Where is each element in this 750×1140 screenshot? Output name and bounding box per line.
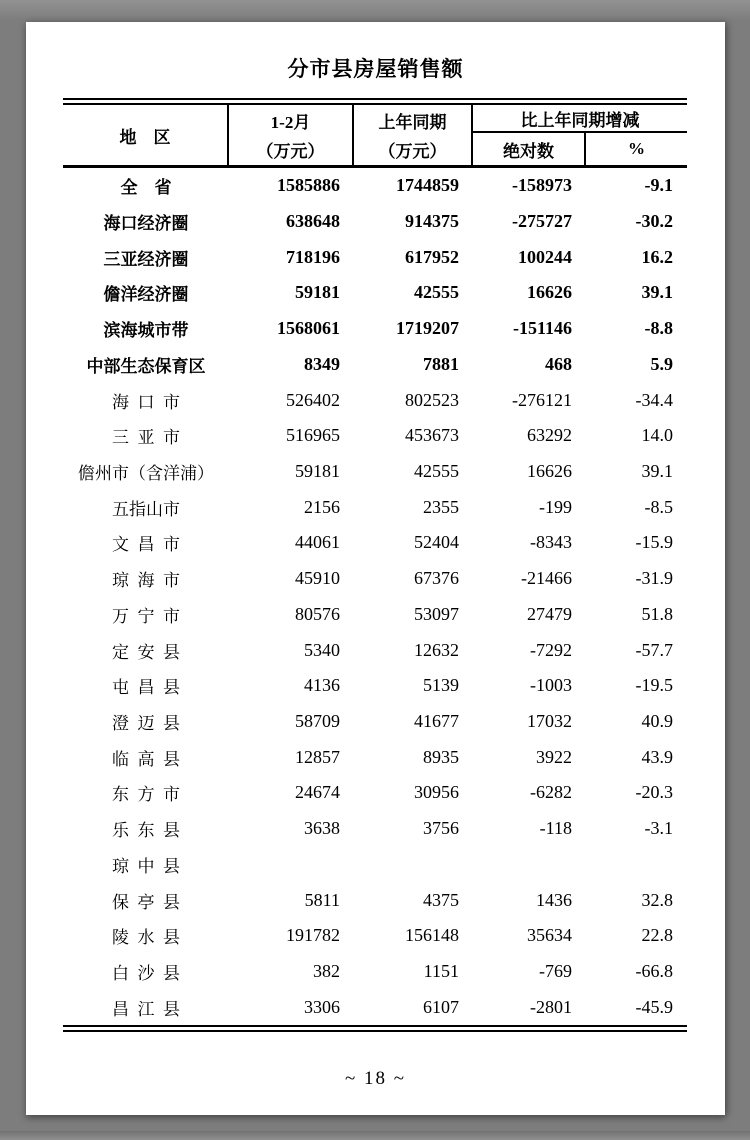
value-current-period: 3306	[304, 996, 340, 1017]
value-current-period: 5811	[304, 889, 340, 910]
table-row	[63, 846, 687, 882]
value-pct-change: -66.8	[635, 960, 673, 981]
value-current-period: 59181	[295, 461, 340, 481]
region-label: 保亭县	[112, 892, 189, 912]
table-body	[63, 168, 687, 1025]
header-current-period	[229, 105, 354, 165]
value-current-period: 1568061	[277, 318, 340, 339]
header-current-period-line1: 1-2月	[270, 113, 311, 133]
page-title: 分市县房屋销售额	[287, 57, 464, 81]
value-abs-change: -1003	[530, 675, 572, 696]
table-row	[63, 168, 687, 204]
value-pct-change: 32.8	[641, 889, 673, 910]
value-current-period: 4136	[304, 675, 340, 696]
value-abs-change: -118	[539, 818, 572, 839]
table-row	[63, 239, 687, 275]
value-prev-period: 156148	[405, 925, 459, 946]
table-row	[63, 811, 687, 847]
region-label: 海口市	[112, 392, 189, 412]
header-change-absolute: 绝对数	[473, 133, 586, 165]
table-bottom-double-rule	[63, 1025, 687, 1032]
value-current-period: 516965	[286, 425, 340, 446]
value-abs-change: 16626	[527, 282, 572, 303]
region-label: 东方市	[112, 785, 189, 805]
value-current-period: 59181	[295, 282, 340, 303]
value-prev-period: 52404	[414, 532, 459, 553]
region-label: 定安县	[112, 642, 189, 662]
value-pct-change: -57.7	[635, 639, 673, 660]
value-pct-change: -20.3	[635, 782, 673, 803]
value-prev-period: 41677	[414, 710, 459, 731]
value-prev-period: 453673	[405, 425, 459, 446]
page-number: ~ 18 ~	[344, 1068, 407, 1089]
table-row	[63, 668, 687, 704]
region-label: 文昌市	[112, 535, 189, 555]
table-row	[63, 632, 687, 668]
value-current-period: 2156	[304, 496, 340, 517]
value-abs-change: -2801	[530, 996, 572, 1017]
header-prev-period-line2: （万元）	[378, 141, 447, 161]
value-pct-change: -15.9	[635, 532, 673, 553]
table-row	[63, 989, 687, 1025]
value-prev-period: 1744859	[396, 175, 459, 196]
value-pct-change: 39.1	[641, 461, 673, 481]
value-abs-change: 1436	[536, 889, 572, 910]
value-pct-change: 16.2	[641, 246, 673, 267]
value-prev-period: 8935	[423, 746, 459, 767]
value-abs-change: 35634	[527, 925, 572, 946]
table-row	[63, 596, 687, 632]
value-current-period: 45910	[295, 568, 340, 589]
document-page	[26, 22, 725, 1115]
region-label: 琼中县	[112, 856, 189, 876]
value-abs-change: 100244	[518, 246, 572, 267]
table-row	[63, 561, 687, 597]
region-label: 儋州市（含洋浦）	[78, 464, 214, 483]
value-current-period: 5340	[304, 639, 340, 660]
value-abs-change: -276121	[512, 389, 572, 410]
value-prev-period: 7881	[423, 353, 459, 374]
region-label: 全省	[120, 178, 189, 198]
table-row	[63, 418, 687, 454]
header-change-percent: %	[628, 139, 645, 158]
value-abs-change: 3922	[536, 746, 572, 767]
value-abs-change: -199	[539, 496, 572, 517]
table-row	[63, 454, 687, 490]
header-prev-period	[354, 105, 473, 165]
value-pct-change: 5.9	[650, 353, 673, 374]
value-current-period: 382	[313, 960, 340, 981]
region-label: 屯昌县	[112, 678, 189, 698]
value-pct-change: 14.0	[641, 425, 673, 446]
value-prev-period: 42555	[414, 282, 459, 303]
table-row	[63, 275, 687, 311]
value-abs-change: -6282	[530, 782, 572, 803]
table-row	[63, 347, 687, 383]
value-current-period: 80576	[295, 603, 340, 624]
value-abs-change: 16626	[527, 461, 572, 481]
value-current-period: 12857	[295, 746, 340, 767]
value-current-period: 8349	[304, 353, 340, 374]
value-prev-period: 4375	[423, 889, 459, 910]
header-change-group: 比上年同期增减	[473, 105, 687, 133]
value-pct-change: -19.5	[635, 675, 673, 696]
table-row	[63, 489, 687, 525]
value-prev-period: 2355	[423, 496, 459, 517]
region-label: 昌江县	[112, 999, 189, 1019]
header-prev-period-line1: 上年同期	[378, 113, 447, 133]
value-current-period: 44061	[295, 532, 340, 553]
value-prev-period: 53097	[414, 603, 459, 624]
value-prev-period: 12632	[414, 639, 459, 660]
value-pct-change: 22.8	[641, 925, 673, 946]
value-pct-change: -34.4	[635, 389, 673, 410]
value-abs-change: -7292	[530, 639, 572, 660]
table-top-double-rule	[63, 98, 687, 105]
header-region: 地区	[63, 105, 229, 165]
table-row	[63, 739, 687, 775]
table-row	[63, 954, 687, 990]
value-abs-change: -21466	[521, 568, 572, 589]
value-pct-change: -31.9	[635, 568, 673, 589]
value-prev-period: 6107	[423, 996, 459, 1017]
region-label: 乐东县	[112, 821, 189, 841]
table-row	[63, 918, 687, 954]
value-pct-change: 40.9	[641, 710, 673, 731]
value-abs-change: -769	[539, 960, 572, 981]
value-current-period: 191782	[286, 925, 340, 946]
table-row	[63, 775, 687, 811]
value-pct-change: -8.8	[644, 318, 673, 339]
value-current-period: 1585886	[277, 175, 340, 196]
value-abs-change: 468	[545, 353, 572, 374]
value-current-period: 58709	[295, 710, 340, 731]
value-pct-change: 43.9	[641, 746, 673, 767]
region-label: 儋洋经济圈	[103, 285, 189, 305]
value-prev-period: 802523	[405, 389, 459, 410]
value-prev-period: 42555	[414, 461, 459, 481]
value-pct-change: -45.9	[635, 996, 673, 1017]
value-prev-period: 914375	[405, 211, 459, 232]
value-pct-change: -9.1	[644, 175, 673, 196]
region-label: 澄迈县	[112, 713, 189, 733]
value-current-period: 638648	[286, 211, 340, 232]
value-abs-change: -151146	[512, 318, 572, 339]
value-prev-period: 30956	[414, 782, 459, 803]
region-label: 琼海市	[112, 571, 189, 591]
value-pct-change: -30.2	[635, 211, 673, 232]
region-label: 陵水县	[112, 928, 189, 948]
value-abs-change: -275727	[512, 211, 572, 232]
value-pct-change: 39.1	[641, 282, 673, 303]
value-pct-change: -3.1	[644, 818, 673, 839]
table-header	[63, 105, 687, 168]
value-prev-period: 1151	[423, 960, 459, 981]
value-pct-change: -8.5	[644, 496, 673, 517]
value-pct-change: 51.8	[641, 603, 673, 624]
table-row	[63, 204, 687, 240]
region-label: 海口经济圈	[103, 214, 189, 234]
value-abs-change: 17032	[527, 710, 572, 731]
sales-table	[63, 98, 687, 1032]
region-label: 白沙县	[112, 963, 189, 983]
table-row	[63, 525, 687, 561]
region-label: 三亚市	[112, 428, 189, 448]
value-current-period: 3638	[304, 818, 340, 839]
region-label: 三亚经济圈	[103, 249, 189, 269]
table-row	[63, 704, 687, 740]
value-prev-period: 3756	[423, 818, 459, 839]
region-label: 万宁市	[112, 606, 189, 626]
value-abs-change: -158973	[512, 175, 572, 196]
value-current-period: 24674	[295, 782, 340, 803]
value-prev-period: 5139	[423, 675, 459, 696]
table-row	[63, 882, 687, 918]
table-row	[63, 311, 687, 347]
value-current-period: 526402	[286, 389, 340, 410]
region-label: 滨海城市带	[103, 321, 189, 341]
value-abs-change: 63292	[527, 425, 572, 446]
value-abs-change: 27479	[527, 603, 572, 624]
value-current-period: 718196	[286, 246, 340, 267]
header-current-period-line2: （万元）	[256, 141, 325, 161]
table-row	[63, 382, 687, 418]
value-prev-period: 617952	[405, 246, 459, 267]
value-prev-period: 67376	[414, 568, 459, 589]
value-prev-period: 1719207	[396, 318, 459, 339]
region-label: 临高县	[112, 749, 189, 769]
region-label: 中部生态保育区	[86, 356, 206, 376]
region-label: 五指山市	[112, 499, 180, 519]
value-abs-change: -8343	[530, 532, 572, 553]
